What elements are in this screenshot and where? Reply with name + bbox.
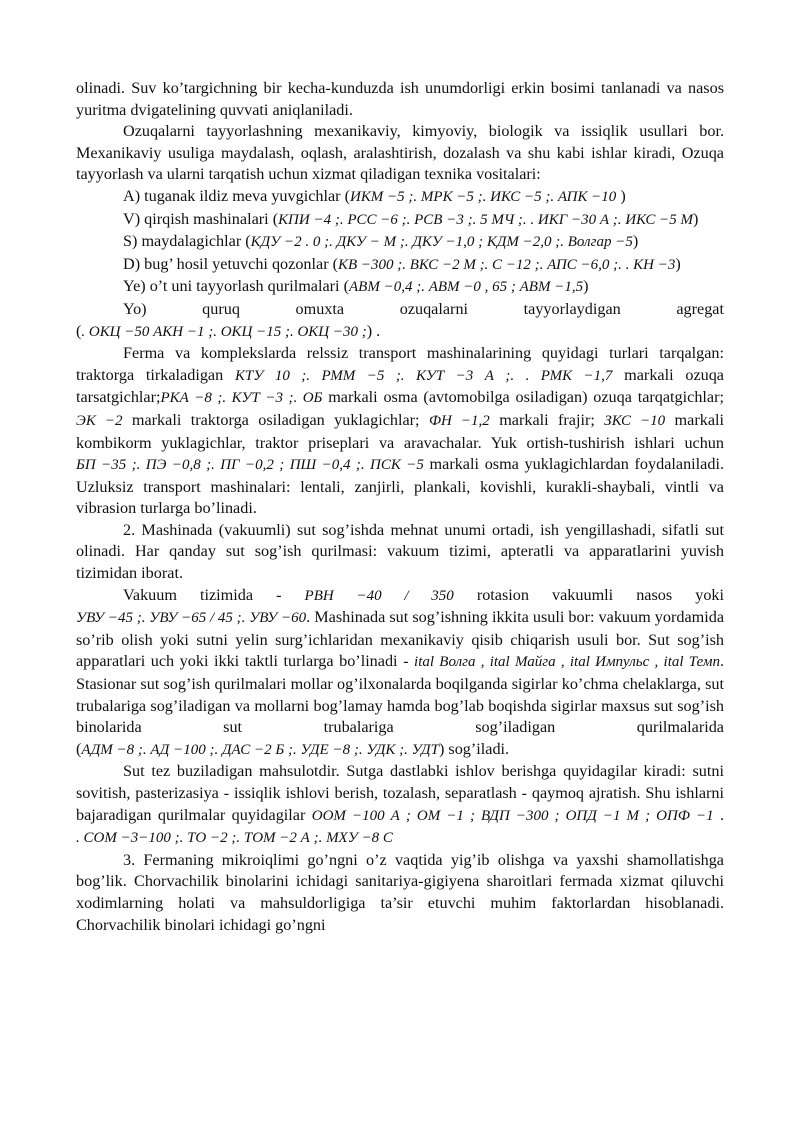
formula: РКА −8 ;. КУТ −3 ;. ОБ bbox=[160, 390, 323, 407]
paragraph bbox=[76, 186, 724, 209]
text-run: Ye) o’t uni tayyorlash qurilmalari ( bbox=[123, 277, 349, 296]
paragraph bbox=[76, 761, 724, 849]
paragraph bbox=[76, 520, 724, 585]
text-run: . Stasionar sut sog’ish qurilmalari mollar og’ilxonalarda boqilganda sigirlar ko’chma chelaklarga, sut trubalariga sog’iladigan va mollarni bog’lamay hamda bog’lab boqishda sigirlar maxsus sut sog’ish binolarida sut trubalariga sog’iladigan qurilmalarida ( bbox=[76, 652, 724, 758]
formula: КПИ −4 ;. РСС −6 ;. РСВ −3 ;. 5 МЧ ;. . ИКГ −30 А ;. ИКС −5 М bbox=[278, 211, 693, 228]
text-run: ) bbox=[583, 277, 589, 296]
document-body bbox=[76, 78, 724, 936]
text-run: markali traktorga osiladigan yuklagichlar; bbox=[122, 410, 429, 429]
formula: УВУ −45 ;. УВУ −65 / 45 ;. УВУ −60 bbox=[76, 610, 307, 627]
text-run: 3. Fermaning mikroiqlimi go’ngni o’z vaqtida yig’ib olishga va yaxshi shamollatishga bog’lik. Chorvachilik binolarini ichidagi sanitariya-gigiyena sharoitlari fermada xizmat qiluvchi xodimlarning holati va mahsuldorligiga ta’sir etuvchi muhim faktorlardan hisoblanadi. Chorvachilik binolari ichidagi go’ngni bbox=[76, 850, 724, 934]
formula: БП −35 ;. ПЭ −0,8 ;. ПГ −0,2 ; ПШ −0,4 ;. ПСК −5 bbox=[76, 457, 424, 474]
text-run: 2. Mashinada (vakuumli) sut sog’ishda mehnat unumi ortadi, ish yengillashadi, sifatli sut olinadi. Har qanday sut sog’ish qurilmasi: vakuum tizimi, apteratli va apparatlarini yuvish tizimidan iborat. bbox=[76, 520, 724, 583]
paragraph bbox=[76, 121, 724, 186]
text-run: markali ozuqa tarsatgichlar; bbox=[76, 365, 724, 407]
text-run: markali osma (avtomobilga osiladigan) ozuqa tarqatgichlar; bbox=[322, 388, 724, 407]
formula: ООМ −100 А ; ОМ −1 ; ВДП −300 ; ОПД −1 М ; ОПФ −1 bbox=[311, 807, 714, 824]
text-run: markali osma yuklagichlardan foydalaniladi. Uzluksiz transport mashinalari: lentali, zanjirli, plankali, kovishli, kurakli-shaybali, vintli va vibrasion turlarga bo’linadi. bbox=[76, 455, 724, 518]
formula: ЗКС −10 bbox=[604, 412, 666, 429]
paragraph bbox=[76, 850, 724, 936]
text-run: ) bbox=[692, 209, 699, 228]
paragraph bbox=[76, 231, 724, 254]
text-run: . Mashinada sut sog’ishning ikkita usuli bor: vakuum yordamida so’rib olish yoki sutni yelin surg’ichlaridan mexanikaviy qisib chiqarish usuli bor. Sut sog’ish apparatlari uch yoki ikki taktli turlarga bo’linadi - bbox=[76, 608, 725, 671]
formula: ИКМ −5 ;. МРК −5 ;. ИКС −5 ;. АПК −10 bbox=[350, 188, 617, 205]
text-run: Sut tez buziladigan mahsulotdir. Sutga dastlabki ishlov berishga quyidagilar kiradi: sutni sovitish, pasterizasiya - issiqlik ishlovi berish, tozalash, separatlash - qaymoq ajratish. Shu ishlarni bajaradigan qurilmalar quyidagilar bbox=[76, 762, 724, 824]
formula: КТУ 10 ;. РММ −5 ;. КУТ −3 А ;. . РМК −1,7 bbox=[234, 367, 613, 384]
paragraph bbox=[76, 299, 724, 343]
text-run: S) maydalagichlar ( bbox=[123, 232, 251, 251]
paragraph bbox=[76, 343, 724, 520]
formula: ЭК −2 bbox=[76, 412, 123, 429]
text-run: ) bbox=[675, 254, 681, 273]
formula: . СОМ −3−100 ;. ТО −2 ;. ТОМ −2 А ;. МХУ −8 С bbox=[76, 830, 393, 847]
paragraph bbox=[76, 585, 724, 762]
text-run: Yo) quruq omuxta ozuqalarni tayyorlaydigan agregat ( bbox=[76, 299, 724, 340]
paragraph bbox=[76, 78, 724, 121]
text-run: A) tuganak ildiz meva yuvgichlar ( bbox=[123, 186, 350, 205]
formula: АДМ −8 ;. АД −100 ;. ДАС −2 Б ;. УДЕ −8 ;. УДК ;. УДТ bbox=[81, 741, 439, 758]
formula: ФН −1,2 bbox=[428, 412, 490, 429]
text-run: ) bbox=[616, 186, 626, 205]
text-run: ) bbox=[632, 232, 639, 251]
text-run: olinadi. Suv ko’targichning bir kecha-kunduzda ish unumdorligi erkin bosimi tanlanadi va nasos yuritma dvigatelining quvvati aniqlaniladi. bbox=[76, 79, 724, 119]
text-run: markali kombikorm yuklagichlar, traktor priseplari va aravachalar. Yuk ortish-tushirish ishlari uchun bbox=[76, 410, 724, 452]
text-run: Ozuqalarni tayyorlashning mexanikaviy, kimyoviy, biologik va issiqlik usullari bor. Mexanikaviy usuliga maydalash, oqlash, aralashtirish, dozalash va shu kabi ishlar kiradi, Ozuqa tayyorlash va ularni tarqatish uchun xizmat qiladigan texnika vositalari: bbox=[76, 122, 724, 184]
formula: РВН −40 / 350 bbox=[304, 587, 454, 604]
text-run: Ferma va komplekslarda relssiz transport mashinalarining quyidagi turlari tarqalgan: traktorga tirkaladigan bbox=[76, 344, 724, 384]
paragraph bbox=[76, 209, 724, 232]
text-run: V) qirqish mashinalari ( bbox=[123, 209, 279, 228]
formula: КДУ −2 . 0 ;. ДКУ − М ;. ДКУ −1,0 ; КДМ −2,0 ;. Волгар −5 bbox=[250, 234, 633, 251]
text-run: D) bug’ hosil yetuvchi qozonlar ( bbox=[123, 254, 339, 273]
formula: АВМ −0,4 ;. АВМ −0 , 65 ; АВМ −1,5 bbox=[349, 279, 584, 296]
formula: . ОКЦ −50 АКН −1 ;. ОКЦ −15 ;. ОКЦ −30 ; bbox=[81, 323, 367, 340]
text-run: . bbox=[713, 805, 724, 824]
formula: ital Волга , ital Майга , ital Импульс , ital Темп bbox=[414, 654, 720, 671]
text-run: Vakuum tizimida - bbox=[123, 585, 305, 604]
text-run: markali frajir; bbox=[489, 410, 605, 429]
paragraph bbox=[76, 276, 724, 299]
formula: КВ −300 ;. ВКС −2 М ;. С −12 ;. АПС −6,0 ;. . КН −3 bbox=[338, 256, 676, 273]
text-run: ) sog’iladi. bbox=[438, 739, 510, 758]
text-run: ) . bbox=[366, 321, 381, 340]
text-run: rotasion vakuumli nasos yoki bbox=[453, 585, 725, 604]
paragraph bbox=[76, 254, 724, 277]
